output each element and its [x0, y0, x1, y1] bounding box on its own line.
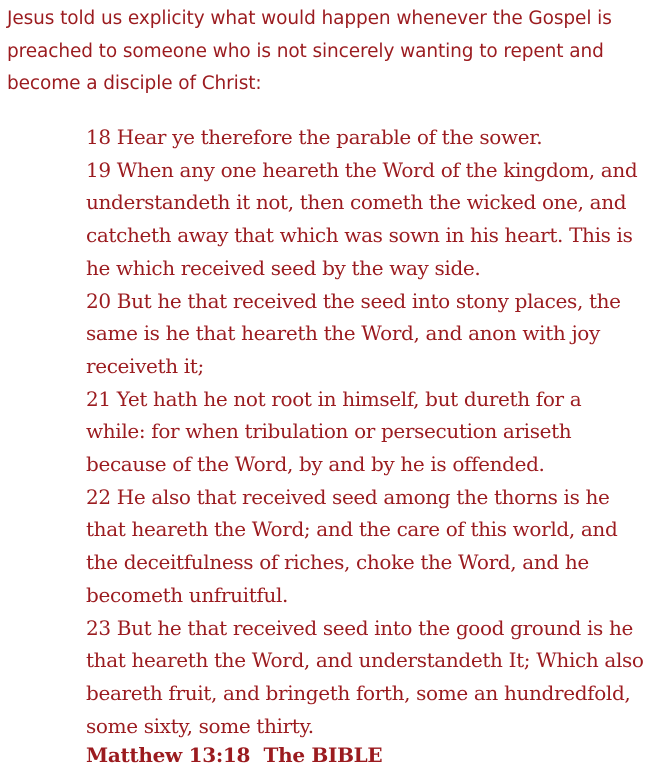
verse-20: 20 But he that received the seed into stony places, the same is he that heareth the Word, and anon with joy receiveth it;: [86, 288, 621, 378]
verse-19: 19 When any one heareth the Word of the kingdom, and understandeth it not, then cometh the wicked one, and catcheth away that which was sown in his heart. This is he which received seed by the way side.: [86, 157, 638, 280]
verse-18: 18 Hear ye therefore the parable of the sower.: [86, 125, 543, 149]
intro-paragraph: Jesus told us explicity what would happen whenever the Gospel is preached to someone who is not sincerely wanting to repent and become a disciple of Christ:: [7, 8, 612, 94]
scripture-citation: Matthew 13:18 The BIBLE: [86, 743, 383, 767]
verse-21: 21 Yet hath he not root in himself, but dureth for a while: for when tribulation or persecution ariseth because of the Word, by and by he is offended.: [86, 386, 582, 477]
verse-22: 22 He also that received seed among the thorns is he that heareth the Word; and the care of this world, and the deceitfulness of riches, choke the Word, and he becometh unfruitful.: [86, 484, 618, 607]
verse-23: 23 But he that received seed into the good ground is he that heareth the Word, and understandeth It; Which also beareth fruit, and bringeth forth, some an hundredfold, some sixty, some thirty.: [86, 615, 644, 738]
scripture-passage: [86, 121, 644, 742]
